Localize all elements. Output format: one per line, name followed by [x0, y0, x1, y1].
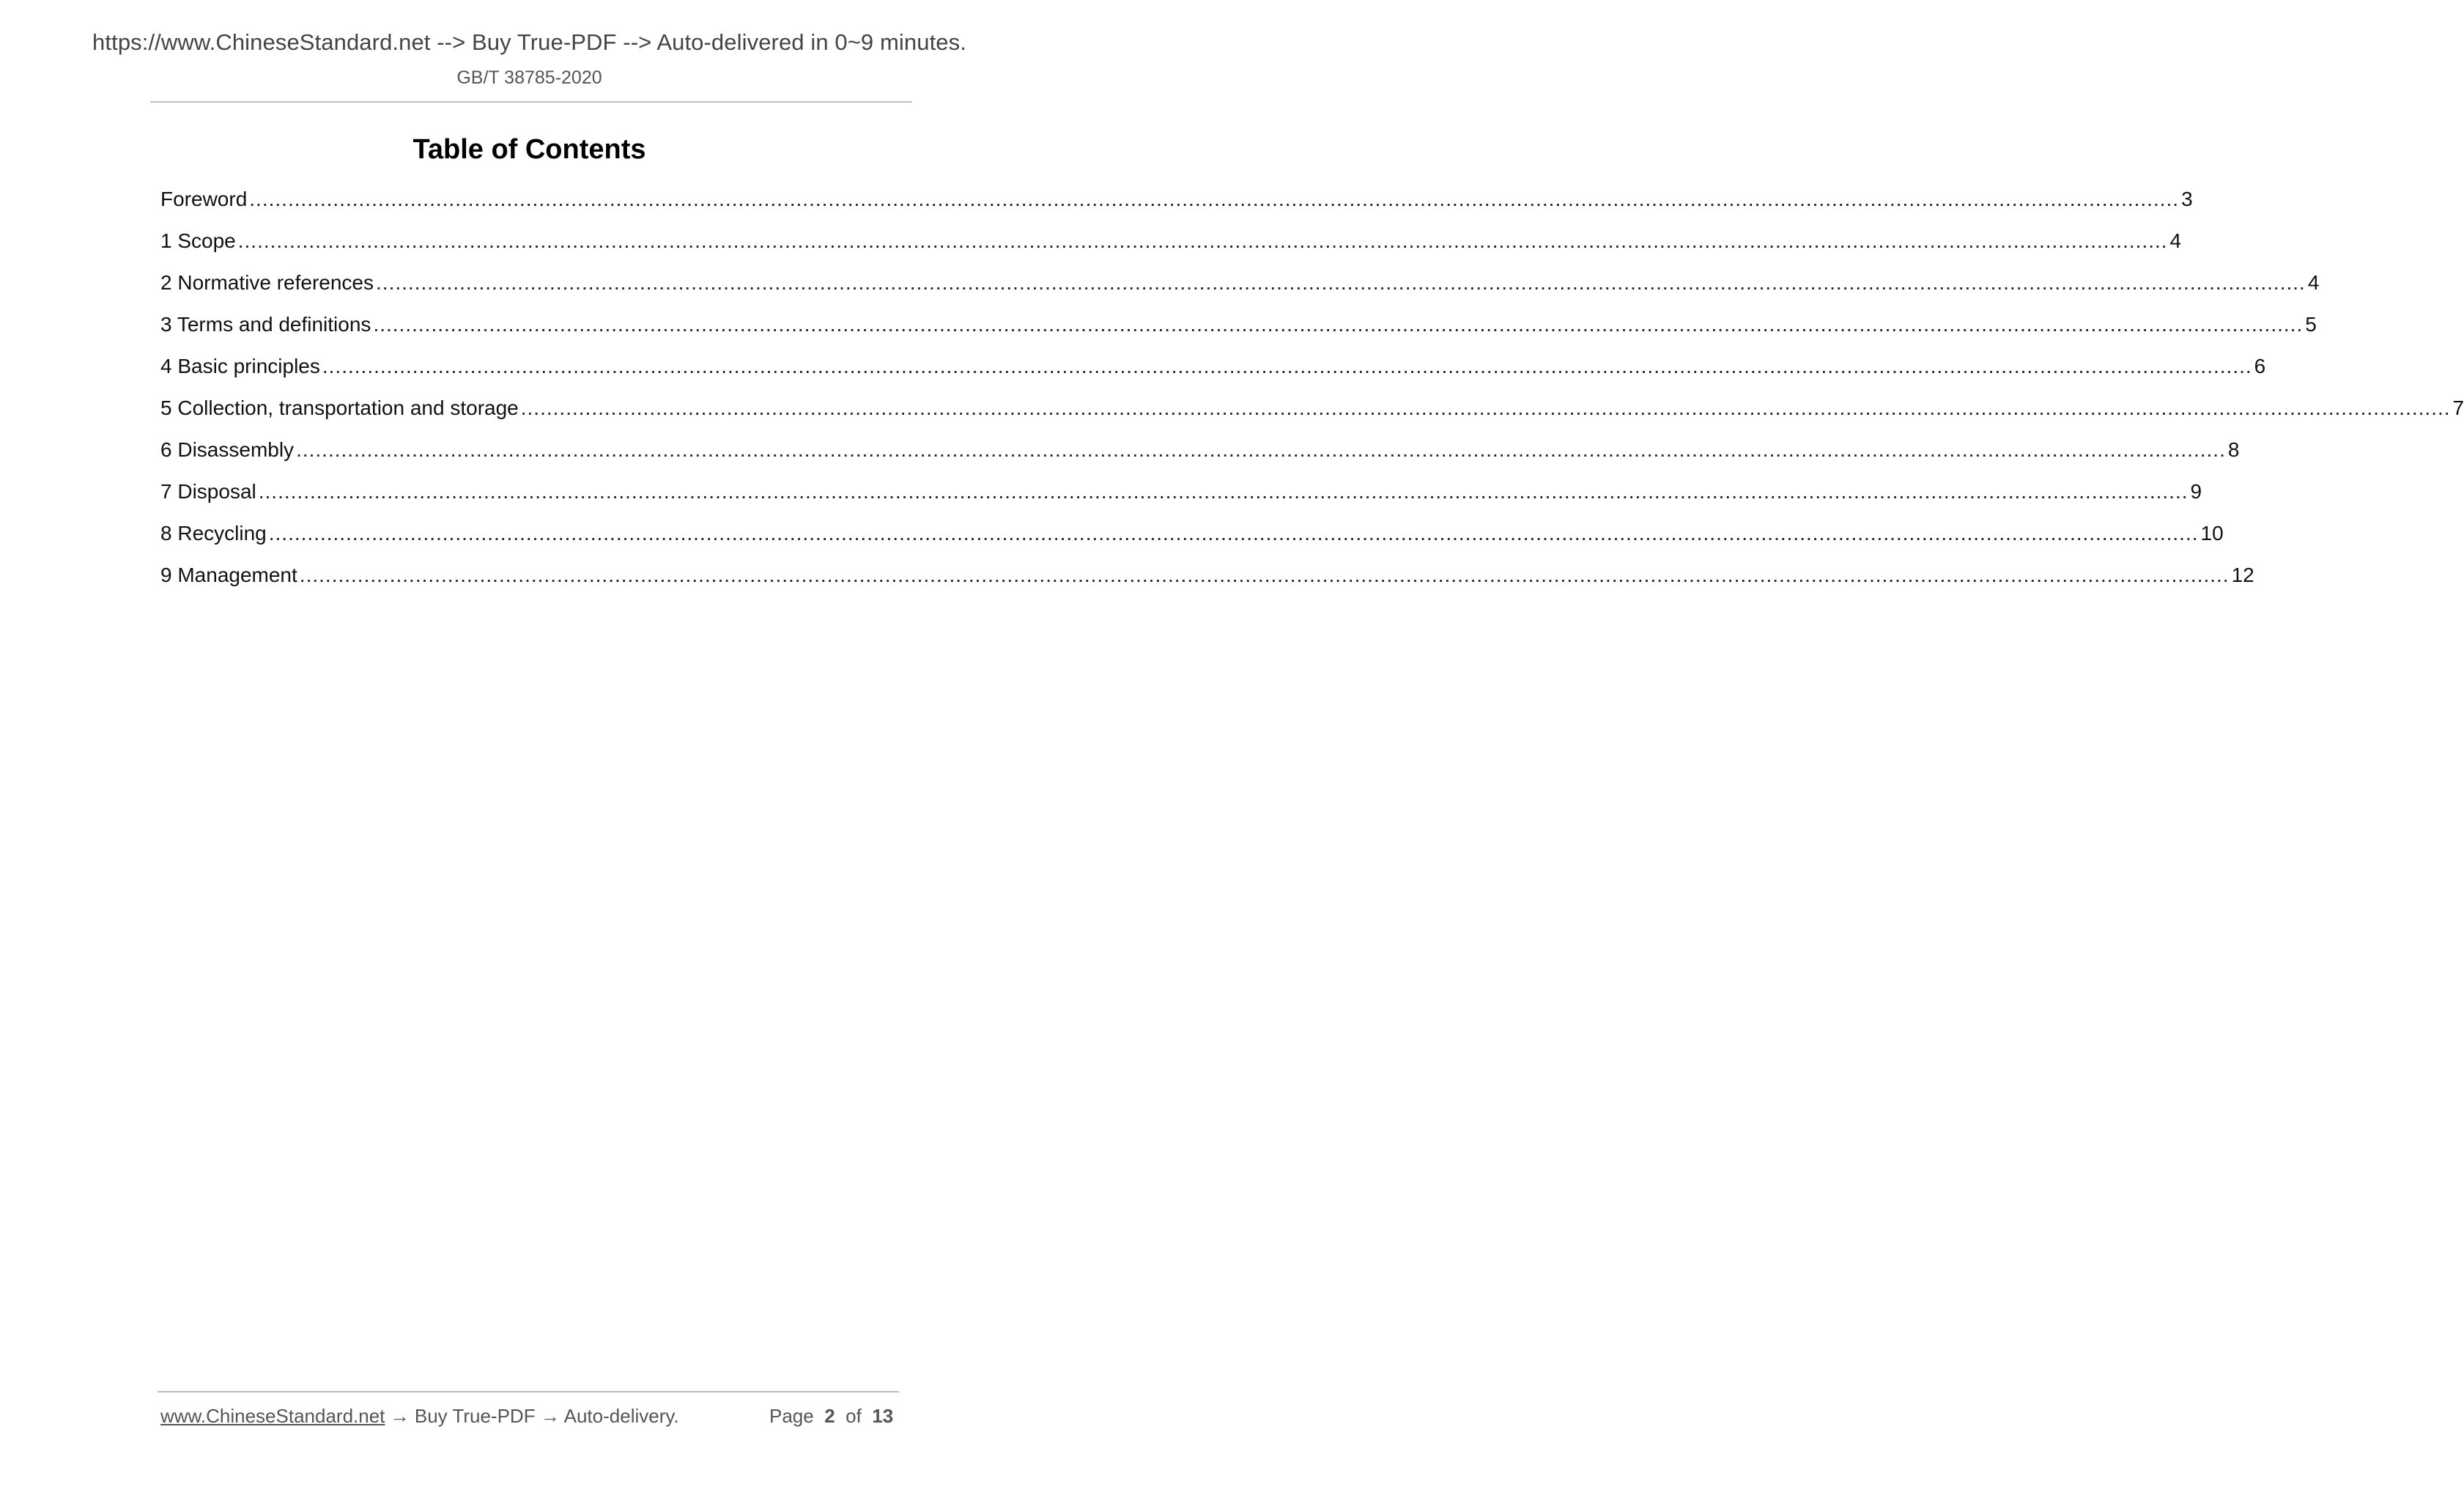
toc-entry-page: 9: [2190, 480, 2202, 503]
toc-leader-dots: ............................................................................................................................................................................................................................................................................................................: [237, 229, 2168, 252]
toc-leader-dots: ............................................................................................................................................................................................................................................................................................................: [520, 396, 2451, 419]
toc-entry-disassembly[interactable]: [160, 438, 2240, 480]
footer-site-link[interactable]: www.ChineseStandard.net: [160, 1405, 385, 1427]
toc-entry-page: 8: [2227, 438, 2240, 461]
toc-entry-normative-references[interactable]: [160, 271, 2320, 313]
toc-entry-page: 7: [2452, 396, 2464, 419]
toc-leader-dots: ............................................................................................................................................................................................................................................................................................................: [373, 313, 2304, 336]
document-code: GB/T 38785-2020: [456, 67, 602, 88]
toc-entry-management[interactable]: [160, 564, 2254, 605]
toc-entry-label: 1 Scope: [160, 229, 236, 252]
toc-entry-page: 12: [2231, 564, 2254, 586]
toc-entry-label: Foreword: [160, 188, 248, 210]
toc-entry-foreword[interactable]: [160, 188, 2193, 229]
header-banner: https://www.ChineseStandard.net --> Buy True-PDF --> Auto-delivered in 0~9 minutes.: [92, 29, 966, 55]
page-indicator: [769, 1405, 893, 1428]
page-current: 2: [824, 1405, 835, 1427]
toc-entry-label: 6 Disassembly: [160, 438, 295, 461]
toc-leader-dots: ............................................................................................................................................................................................................................................................................................................: [249, 188, 2180, 210]
toc-entry-collection-transportation-storage[interactable]: [160, 396, 2464, 438]
toc-leader-dots: ............................................................................................................................................................................................................................................................................................................: [258, 480, 2189, 503]
toc-list: [160, 188, 2464, 605]
footer-buy-text: Buy True-PDF: [414, 1405, 536, 1427]
footer-divider: [158, 1391, 899, 1392]
toc-entry-recycling[interactable]: [160, 522, 2224, 564]
toc-entry-label: 5 Collection, transportation and storage: [160, 396, 519, 419]
toc-entry-terms-and-definitions[interactable]: [160, 313, 2317, 355]
toc-leader-dots: ............................................................................................................................................................................................................................................................................................................: [376, 271, 2306, 294]
toc-entry-label: 7 Disposal: [160, 480, 256, 503]
toc-leader-dots: ............................................................................................................................................................................................................................................................................................................: [268, 522, 2199, 545]
toc-entry-page: 10: [2200, 522, 2224, 545]
toc-leader-dots: ............................................................................................................................................................................................................................................................................................................: [296, 438, 2226, 461]
toc-entry-label: 9 Management: [160, 564, 297, 586]
footer-promo: [160, 1405, 679, 1428]
toc-entry-basic-principles[interactable]: [160, 355, 2266, 396]
of-word: of: [846, 1405, 862, 1427]
toc-entry-scope[interactable]: [160, 229, 2182, 271]
page-total: 13: [872, 1405, 894, 1427]
toc-leader-dots: ............................................................................................................................................................................................................................................................................................................: [299, 564, 2230, 586]
toc-entry-label: 3 Terms and definitions: [160, 313, 371, 336]
toc-title: Table of Contents: [412, 134, 646, 165]
page-word: Page: [769, 1405, 814, 1427]
toc-entry-disposal[interactable]: [160, 480, 2202, 522]
toc-entry-page: 4: [2169, 229, 2182, 252]
toc-entry-page: 5: [2305, 313, 2317, 336]
footer-delivery-text: Auto-delivery.: [563, 1405, 679, 1427]
toc-entry-label: 4 Basic principles: [160, 355, 320, 377]
toc-entry-page: 6: [2254, 355, 2266, 377]
toc-leader-dots: ............................................................................................................................................................................................................................................................................................................: [322, 355, 2252, 377]
toc-entry-label: 8 Recycling: [160, 522, 267, 545]
arrow-right-icon: →: [390, 1405, 410, 1427]
toc-entry-page: 4: [2307, 271, 2320, 294]
header-divider: [150, 101, 912, 103]
arrow-right-icon: →: [540, 1405, 560, 1427]
toc-entry-page: 3: [2181, 188, 2193, 210]
toc-entry-label: 2 Normative references: [160, 271, 374, 294]
